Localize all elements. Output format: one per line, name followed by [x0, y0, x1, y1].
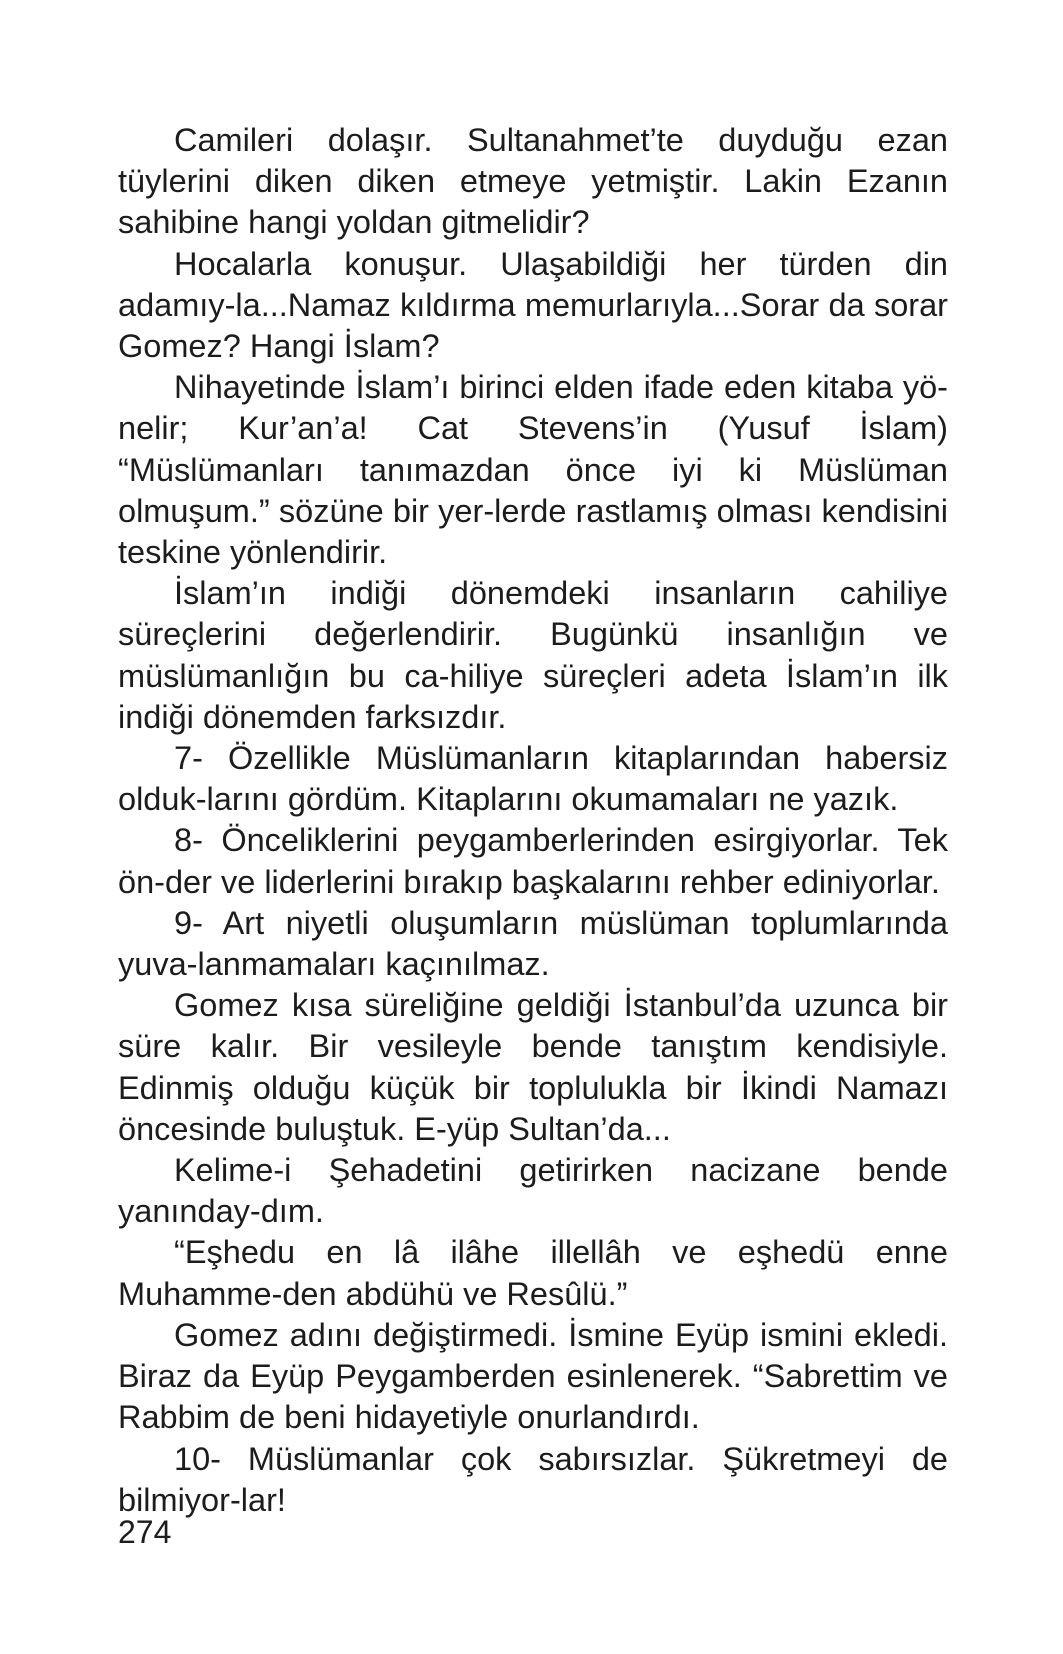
- text-line: 7- Özellikle Müslümanların kitaplarından habersiz olduk-: [118, 740, 948, 818]
- text-line: nelir; Kur’an’a! Cat Stevens’in (Yusuf İslam) “Müslümanları: [118, 410, 948, 488]
- text-line: Kelime-i Şehadetini getirirken nacizane bende yanınday-: [118, 1152, 948, 1230]
- text-line: Rabbim de beni hidayetiyle onurlandırdı.: [118, 1399, 700, 1436]
- paragraph: [118, 120, 948, 244]
- text-line: kalır. Bir vesileyle bende tanıştım kendisiyle. Edinmiş olduğu: [118, 1028, 948, 1106]
- body-text: [118, 120, 948, 1521]
- paragraph: [118, 1315, 948, 1439]
- text-line: Hocalarla konuşur. Ulaşabildiği her türden din adamıy-: [118, 245, 948, 323]
- paragraph: [118, 820, 948, 902]
- paragraph: [118, 738, 948, 820]
- text-line: 8- Önceliklerini peygamberlerinden esirgiyorlar. Tek ön-: [118, 822, 948, 900]
- text-line: değerlendirir. Bugünkü insanlığın ve müslümanlığın bu ca-: [118, 616, 948, 694]
- text-line: Camileri dolaşır. Sultanahmet’te duyduğu ezan tüylerini: [118, 122, 948, 200]
- text-line: hiliye süreçleri adeta İslam’ın ilk indiği dönemden farksızdır.: [118, 657, 949, 735]
- page-number: 274: [118, 1514, 172, 1550]
- text-line: küçük bir toplulukla bir İkindi Namazı öncesinde buluştuk. E-: [118, 1069, 948, 1147]
- text-line: yoldan gitmelidir?: [336, 204, 590, 241]
- text-line: dım.: [260, 1193, 324, 1230]
- book-page: [118, 120, 948, 1580]
- text-line: den abdühü ve Resûlü.”: [282, 1275, 628, 1312]
- text-line: larını gördüm. Kitaplarını okumamaları ne yazık.: [206, 781, 899, 818]
- text-line: lar!: [240, 1481, 286, 1518]
- paragraph: [118, 903, 948, 985]
- text-line: der ve liderlerini bırakıp başkalarını rehber ediniyorlar.: [164, 863, 940, 900]
- text-line: lerde rastlamış olması kendisini teskine yönlendirir.: [118, 492, 948, 571]
- paragraph: [118, 985, 948, 1150]
- text-line: tanımazdan önce iyi ki Müslüman olmuşum.” sözüne bir yer-: [118, 451, 948, 529]
- paragraph: [118, 1232, 948, 1314]
- text-line: lanmamaları kaçınılmaz.: [197, 946, 550, 983]
- text-line: la...Namaz kıldırma memurlarıyla...Sorar da sorar Gomez?: [118, 286, 948, 365]
- text-line: diken diken etmeye yetmiştir. Lakin Ezanın sahibine hangi: [118, 163, 948, 241]
- text-line: Hangi İslam?: [249, 328, 440, 365]
- text-line: Gomez kısa süreliğine geldiği İstanbul’da uzunca bir süre: [118, 987, 948, 1065]
- text-line: Biraz da Eyüp Peygamberden esinlenerek. “Sabrettim ve: [118, 1358, 948, 1395]
- text-line: 10- Müslümanlar çok sabırsızlar. Şükretmeyi de bilmiyor-: [118, 1440, 948, 1518]
- text-line: 9- Art niyetli oluşumların müslüman toplumlarında yuva-: [118, 904, 948, 983]
- text-line: Nihayetinde İslam’ı birinci elden ifade eden kitaba yö-: [174, 369, 948, 406]
- text-line: Gomez adını değiştirmedi. İsmine Eyüp ismini ekledi.: [174, 1316, 948, 1353]
- text-line: İslam’ın indiği dönemdeki insanların cahiliye süreçlerini: [118, 575, 948, 653]
- paragraph: [118, 573, 948, 738]
- paragraph: [118, 244, 948, 368]
- paragraph: [118, 1439, 948, 1521]
- text-line: yüp Sultan’da...: [446, 1110, 671, 1147]
- paragraph: [118, 1150, 948, 1232]
- paragraph: [118, 367, 948, 573]
- text-line: “Eşhedu en lâ ilâhe illellâh ve eşhedü enne Muhamme-: [118, 1234, 948, 1312]
